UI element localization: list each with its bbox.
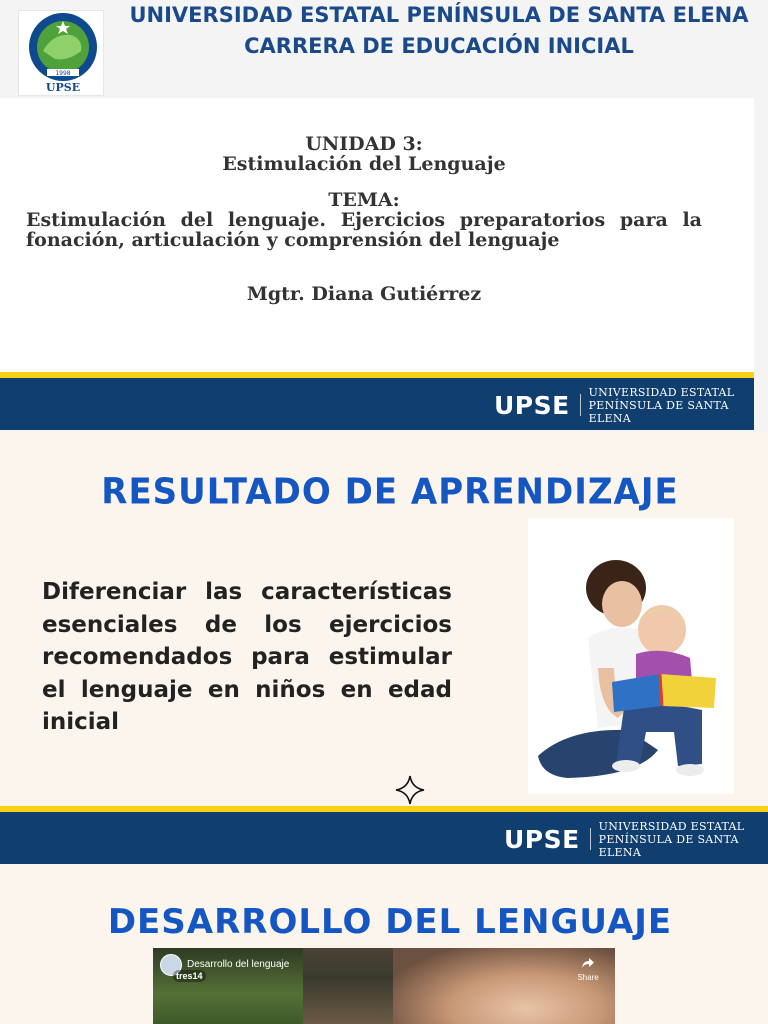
language-development-slide (0, 864, 768, 1024)
slide-title: RESULTADO DE APRENDIZAJE (101, 471, 679, 513)
channel-name: tres14 (173, 970, 206, 982)
brand-band (0, 372, 754, 430)
upse-logo (18, 10, 104, 96)
career-name: CARRERA DE EDUCACIÓN INICIAL (244, 34, 634, 58)
brand-lockup (504, 810, 768, 868)
brand-text (589, 386, 754, 425)
share-icon (581, 957, 595, 969)
video-title[interactable]: Desarrollo del lenguaje (187, 959, 290, 970)
embedded-video[interactable] (153, 948, 615, 1024)
brand-text (599, 820, 768, 859)
sparkle-icon (394, 774, 426, 806)
brand-upse: UPSE (504, 824, 580, 854)
tema-label: TEMA: (328, 189, 400, 211)
university-header (110, 0, 768, 62)
logo-year: 1998 (55, 70, 71, 77)
brand-divider (590, 828, 591, 850)
outcome-text: Diferenciar las características esenciales de los ejercicios recomendados para estimular el lenguaje en niños en edad inicial (42, 579, 452, 735)
brand-band-2 (0, 806, 768, 864)
cover-slide (0, 0, 768, 432)
unit-name: Estimulación del Lenguaje (222, 153, 506, 175)
university-name: UNIVERSIDAD ESTATAL PENÍNSULA DE SANTA ELENA (129, 3, 749, 27)
brand-lockup (494, 376, 754, 434)
unit-number: UNIDAD 3: (305, 133, 423, 155)
brand-upse: UPSE (494, 390, 570, 420)
logo-label: UPSE (45, 81, 81, 94)
share-label: Share (577, 973, 599, 982)
learning-outcome-slide (0, 432, 768, 864)
brand-divider (580, 394, 581, 416)
tema-text: Estimulación del lenguaje. Ejercicios preparatorios para la fonación, articulación y comprensión del lenguaje (26, 209, 702, 251)
brand-line1: UNIVERSIDAD ESTATAL (588, 385, 735, 399)
cover-card (0, 98, 754, 372)
share-button[interactable] (575, 954, 601, 982)
brand-line1: UNIVERSIDAD ESTATAL (598, 819, 745, 833)
teacher-name: Mgtr. Diana Gutiérrez (246, 283, 482, 305)
mother-child-reading-photo (528, 518, 734, 794)
brand-line2: PENÍNSULA DE SANTA ELENA (598, 832, 739, 859)
slide-title: DESARROLLO DEL LENGUAJE (107, 902, 673, 942)
brand-line2: PENÍNSULA DE SANTA ELENA (588, 398, 729, 425)
